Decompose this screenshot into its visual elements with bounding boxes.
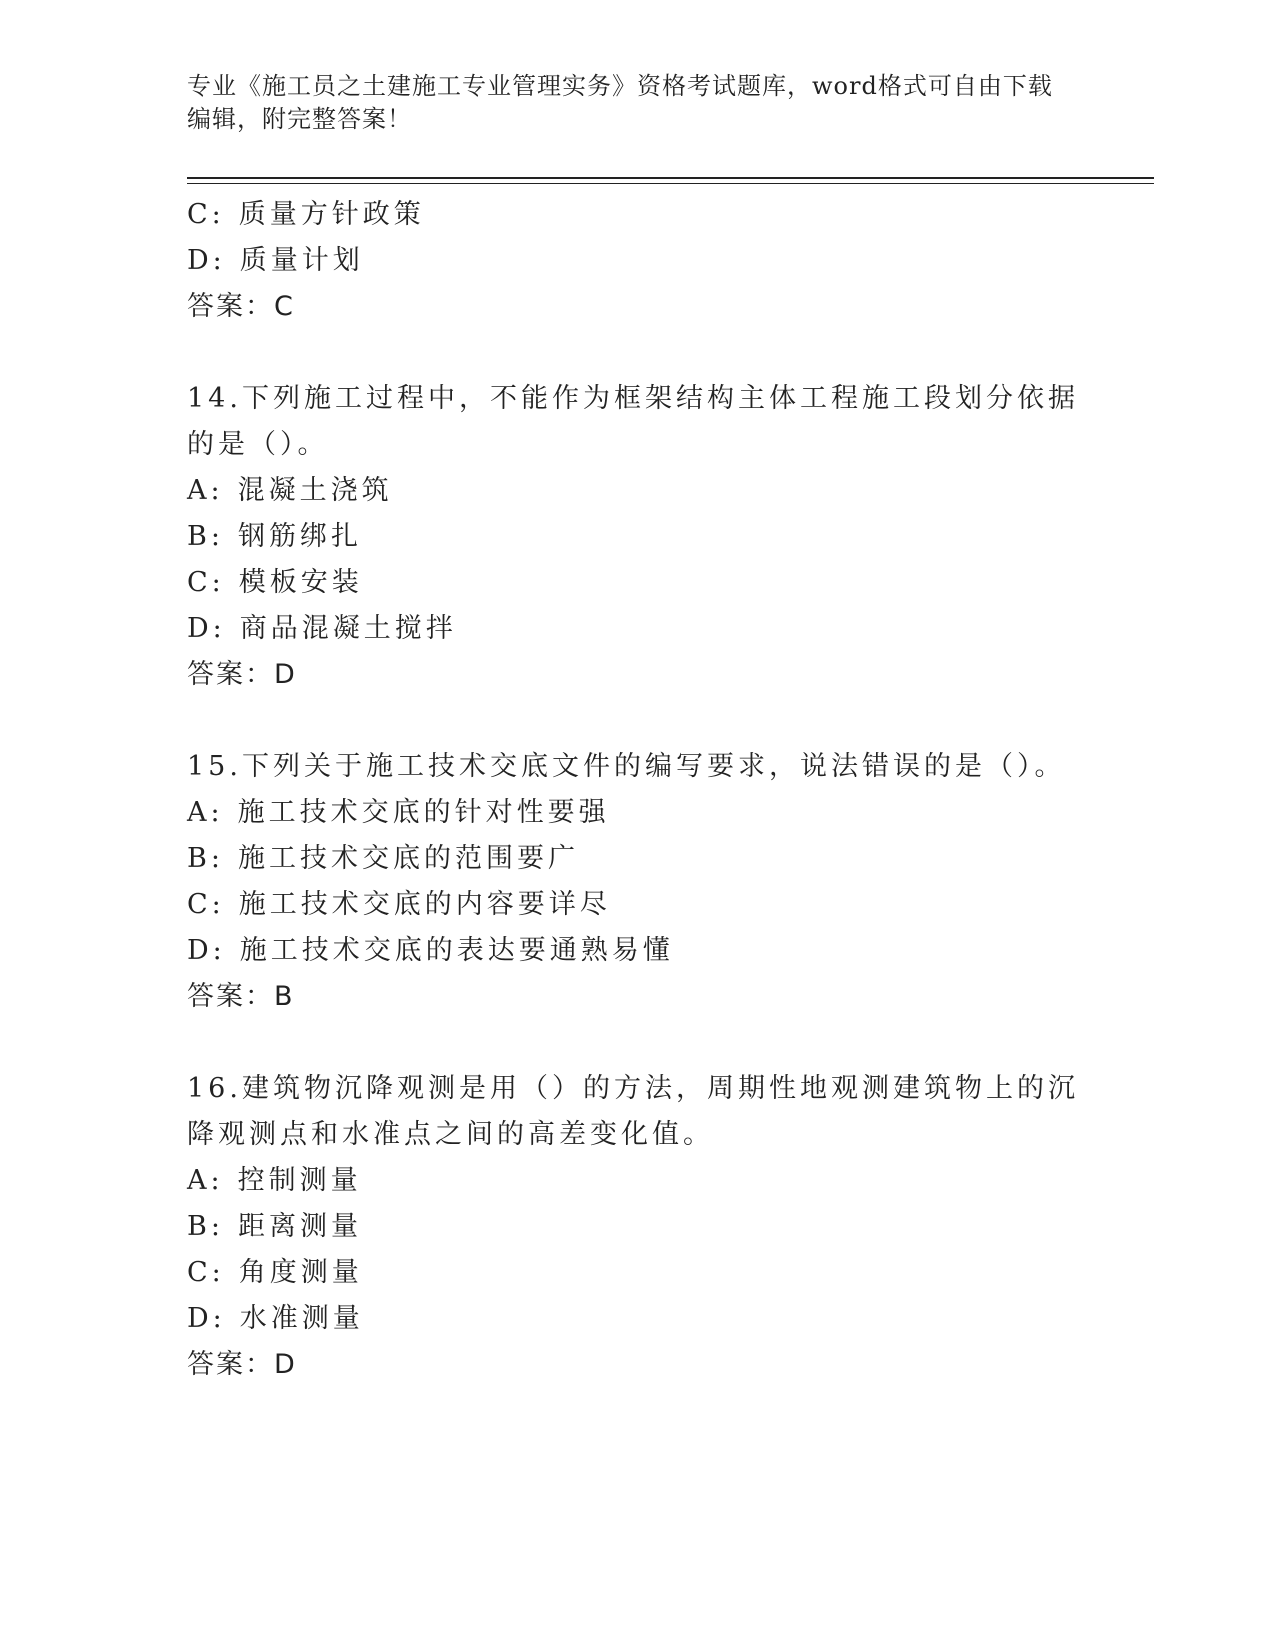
option-c: C: 模板安装: [187, 567, 363, 598]
option-c: C: 施工技术交底的内容要详尽: [187, 889, 611, 920]
option-a: A: 施工技术交底的针对性要强: [187, 797, 610, 828]
page-header: 专业《施工员之土建施工专业管理实务》资格考试题库，word格式可自由下载编辑，附完整答案！: [187, 72, 1053, 133]
option-d: D: 水准测量: [187, 1303, 364, 1334]
option-a: A: 控制测量: [187, 1165, 362, 1196]
question-14: [187, 376, 1087, 698]
option-d: D: 质量计划: [187, 245, 364, 276]
option-b: B: 施工技术交底的范围要广: [187, 843, 579, 874]
answer-line: 答案：D: [187, 659, 297, 690]
question-stem: 16.建筑物沉降观测是用（）的方法，周期性地观测建筑物上的沉降观测点和水准点之间的高差变化值。: [187, 1073, 1079, 1150]
option-a: A: 混凝土浇筑: [187, 475, 393, 506]
option-d: D: 施工技术交底的表达要通熟易懂: [187, 935, 674, 966]
answer-line: 答案：D: [187, 1349, 297, 1380]
header-rule-thick: [187, 177, 1154, 179]
answer-line: 答案：C: [187, 291, 295, 322]
option-c: C: 质量方针政策: [187, 199, 425, 230]
question-content: [187, 192, 1087, 1388]
question-15: [187, 744, 1087, 1020]
option-b: B: 钢筋绑扎: [187, 521, 362, 552]
header-rule-thin: [187, 183, 1154, 184]
question-16: [187, 1066, 1087, 1388]
option-d: D: 商品混凝土搅拌: [187, 613, 457, 644]
question-stem: 15.下列关于施工技术交底文件的编写要求，说法错误的是（）。: [187, 751, 1066, 782]
question-stem: 14.下列施工过程中，不能作为框架结构主体工程施工段划分依据的是（）。: [187, 383, 1079, 460]
option-c: C: 角度测量: [187, 1257, 363, 1288]
option-b: B: 距离测量: [187, 1211, 362, 1242]
carry-over-block: [187, 192, 1087, 330]
answer-line: 答案：B: [187, 981, 295, 1012]
